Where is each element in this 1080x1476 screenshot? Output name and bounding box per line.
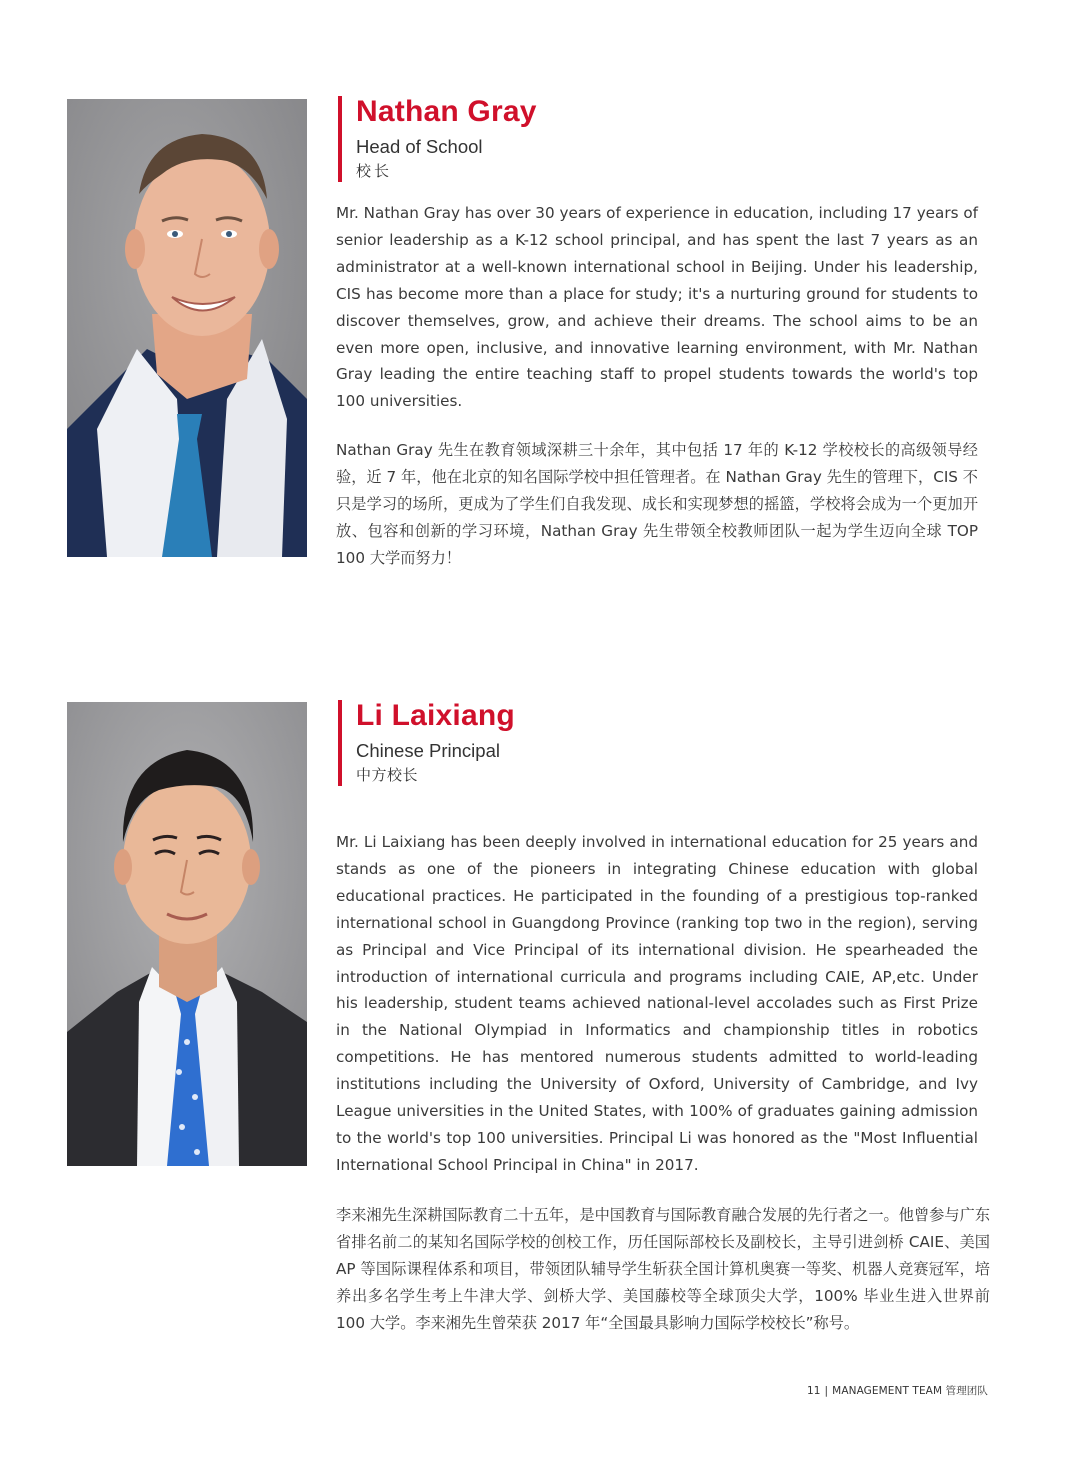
portrait-photo-nathan-gray	[67, 99, 307, 557]
portrait-photo-li-laixiang	[67, 702, 307, 1166]
role-title-chinese: 中方校长	[356, 766, 419, 784]
name-block-nathan-gray	[338, 96, 537, 182]
name-block-li-laixiang	[338, 700, 515, 786]
bio-english-li-laixiang: Mr. Li Laixiang has been deeply involved in international education for 25 years and stands as one of the pioneers in integrating Chinese education with global educational practices. He participated in the founding of a prestigious top-ranked international school in Guangdong Province (ranking top two in the region), serving as Principal and Vice Principal of its international division. He spearheaded the introduction of international curricula and programs including CAIE, AP,etc. Under his leadership, student teams achieved national-level accolades such as First Prize in the National Olympiad in Informatics and championship titles in robotics competitions. He has mentored numerous students admitted to world-leading institutions including the University of Oxford, University of Cambridge, and Ivy League universities in the United States, with 100% of graduates gaining admission to the world's top 100 universities. Principal Li was honored as the "Most Influential International School Principal in China" in 2017.	[336, 833, 978, 1174]
bio-chinese-li-laixiang: 李来湘先生深耕国际教育二十五年，是中国教育与国际教育融合发展的先行者之一。他曾参与广东省排名前二的某知名国际学校的创校工作，历任国际部校长及副校长，主导引进剑桥 CAIE、美国 AP 等国际课程体系和项目，带领团队辅导学生斩获全国计算机奥赛一等奖、机器人竞赛冠军，培养出多名学生考上牛津大学、剑桥大学、美国藤校等全球顶尖大学，100% 毕业生进入世界前 100 大学。李来湘先生曾荣获 2017 年“全国最具影响力国际学校校长”称号。	[336, 1206, 990, 1332]
bio-chinese-nathan-gray: Nathan Gray 先生在教育领域深耕三十余年，其中包括 17 年的 K-12 学校校长的高级领导经验，近 7 年，他在北京的知名国际学校中担任管理者。在 Nathan Gray 先生的管理下，CIS 不只是学习的场所，更成为了学生们自我发现、成长和实现梦想的摇篮，学校将会成为一个更加开放、包容和创新的学习环境，Nathan Gray 先生带领全校教师团队一起为学生迈向全球 TOP 100 大学而努力！	[336, 441, 978, 567]
portrait-illustration	[67, 99, 307, 557]
footer-separator: |	[824, 1385, 829, 1397]
person-name: Nathan Gray	[356, 95, 537, 128]
role-title-chinese: 校长	[356, 162, 393, 180]
role-title-english: Head of School	[356, 136, 483, 157]
page-footer	[807, 1383, 988, 1398]
person-name: Li Laixiang	[356, 699, 515, 732]
role-title-english: Chinese Principal	[356, 740, 500, 761]
section-title-english: MANAGEMENT TEAM	[832, 1385, 943, 1397]
page-number: 11	[806, 1385, 821, 1397]
section-title-chinese: 管理团队	[945, 1385, 988, 1397]
portrait-illustration	[67, 702, 307, 1166]
bio-english-nathan-gray: Mr. Nathan Gray has over 30 years of experience in education, including 17 years of senior leadership as a K-12 school principal, and has spent the last 7 years as an administrator at a well-known international school in Beijing. Under his leadership, CIS has become more than a place for study; it's a nurturing ground for students to discover themselves, grow, and achieve their dreams. The school aims to be an even more open, inclusive, and innovative learning environment, with Mr. Nathan Gray leading the entire teaching staff to propel students towards the world's top 100 universities.	[336, 204, 978, 411]
